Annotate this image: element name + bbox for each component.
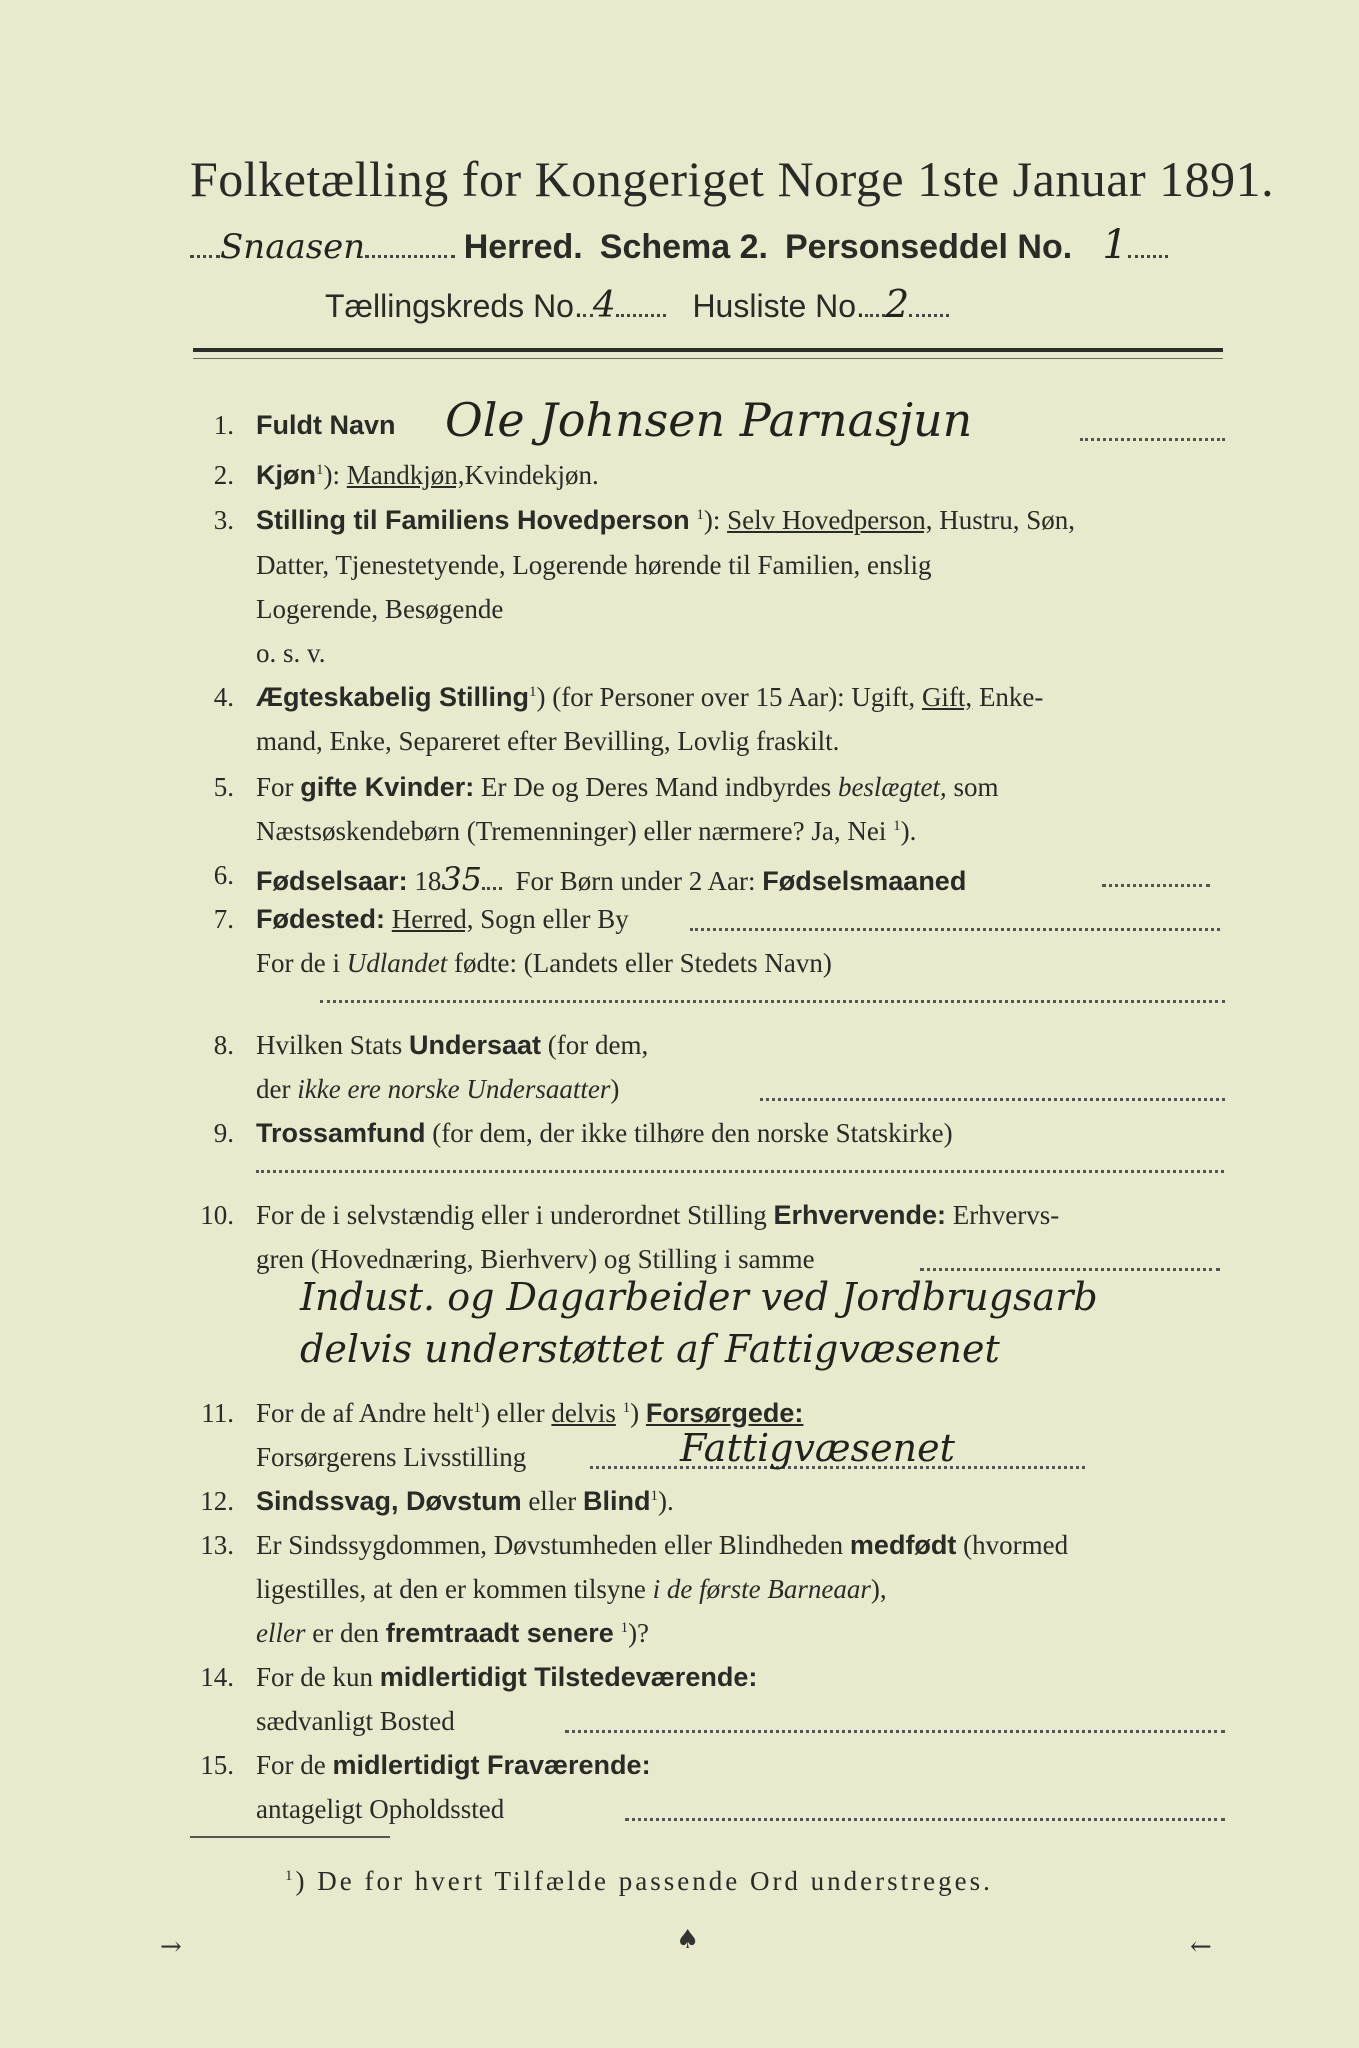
text: For de kun: [256, 1662, 373, 1692]
text: Forsørgerens Livsstilling: [256, 1442, 527, 1472]
year-prefix: 18: [414, 866, 442, 896]
field-label: midlertidigt Fraværende:: [332, 1750, 651, 1780]
punctuation: ): [630, 1398, 640, 1428]
field-5-married-women: [0, 772, 1359, 816]
options: o. s. v.: [256, 638, 326, 668]
field-7-line2: [0, 948, 1359, 992]
footnote-ref: 1: [696, 507, 704, 523]
header-rule-thin: [193, 358, 1223, 359]
footnote: [285, 1866, 993, 1897]
herred-line: [190, 222, 1168, 268]
dotted-line: [256, 1170, 1224, 1173]
decorative-mark-center: ♠: [676, 1925, 700, 1955]
field-label: Stilling til Familiens Hovedperson: [256, 505, 690, 535]
text: For: [256, 772, 294, 802]
footnote-ref: 1: [285, 1868, 296, 1884]
dotted-line: [565, 1730, 1225, 1733]
decorative-mark-left: →: [160, 1932, 182, 1962]
text: For de i selvstændig eller i underordnet Stilling: [256, 1200, 767, 1230]
field-label: fremtraadt senere: [385, 1618, 614, 1648]
field-9-religion: [0, 1118, 1359, 1162]
text: Er De og Deres Mand indbyrdes: [481, 772, 832, 802]
field-label: Erhvervende:: [773, 1200, 947, 1230]
options: Enke-: [978, 682, 1044, 712]
text: Næstsøskendebørn (Tremenninger) eller nærmere? Ja, Nei: [256, 816, 887, 846]
field-3-position: [0, 505, 1359, 549]
occupation-value-line1: Indust. og Dagarbeider ved Jordbrugsarb: [300, 1275, 1098, 1319]
dotted-line: [690, 928, 1220, 931]
text: ) eller: [480, 1398, 545, 1428]
item-number: 12.: [200, 1486, 234, 1516]
field-label: Fuldt Navn: [256, 410, 396, 440]
field-12-disability: [0, 1486, 1359, 1530]
field-13-congenital: [0, 1530, 1359, 1574]
full-name-value: Ole Johnsen Parnasjun: [445, 393, 973, 447]
field-label: Fødselsmaaned: [762, 866, 967, 896]
item-number: 9.: [213, 1118, 234, 1148]
field-3-line2: [0, 550, 1359, 594]
occupation-value-line2: delvis understøttet af Fattigvæsenet: [300, 1327, 1000, 1371]
dotted-line: [625, 1818, 1225, 1821]
text: Udlandet: [346, 948, 448, 978]
punctuation: ).: [900, 816, 917, 846]
field-label: medfødt: [849, 1530, 957, 1560]
text: (for dem, der ikke tilhøre den norske Statskirke): [432, 1118, 953, 1148]
option-selected: Mandkjøn,: [346, 460, 465, 490]
item-number: 8.: [213, 1030, 234, 1060]
text: Er Sindssygdommen, Døvstumheden eller Blindheden: [256, 1530, 844, 1560]
options: mand, Enke, Separeret efter Bevilling, Lovlig fraskilt.: [256, 726, 840, 756]
footnote-ref: 1: [622, 1400, 631, 1416]
footnote-rule: [190, 1836, 390, 1838]
option-selected: delvis: [551, 1398, 616, 1428]
text: som: [953, 772, 999, 802]
field-6-birthyear: [0, 860, 1359, 904]
option-selected: Gift,: [921, 682, 973, 712]
text: (hvormed: [963, 1530, 1069, 1560]
item-number: 10.: [200, 1200, 234, 1230]
field-3-line4: [0, 638, 1359, 682]
field-8-citizenship: [0, 1030, 1359, 1074]
field-8-line2: [0, 1074, 1359, 1118]
punctuation: ):: [703, 505, 721, 535]
dotted-line: [1080, 438, 1225, 441]
punctuation: )?: [628, 1618, 650, 1648]
footnote-ref: 1: [650, 1488, 659, 1504]
options: Sogn eller By: [480, 904, 629, 934]
footnote-ref: 1: [529, 684, 537, 700]
footnote-text: ) De for hvert Tilfælde passende Ord understreges.: [295, 1866, 993, 1896]
decorative-mark-right: ←: [1190, 1932, 1212, 1962]
text: beslægtet,: [837, 772, 947, 802]
field-label: Blind: [583, 1486, 651, 1516]
option: Kvindekjøn.: [464, 460, 599, 490]
option-selected: Selv Hovedperson,: [727, 505, 933, 535]
husliste-label: Husliste No.: [692, 288, 865, 324]
text: Hvilken Stats: [256, 1030, 403, 1060]
text: For Børn under 2 Aar:: [515, 866, 756, 896]
header-rule: [193, 348, 1223, 352]
field-label: Fødested:: [256, 904, 386, 934]
field-14-temp-present: [0, 1662, 1359, 1706]
field-4-line2: [0, 726, 1359, 770]
field-13-line2: [0, 1574, 1359, 1618]
text: ),: [870, 1574, 887, 1604]
item-number: 4.: [213, 682, 234, 712]
taellingskreds-label: Tællingskreds No.: [325, 288, 583, 324]
field-15-temp-absent: [0, 1750, 1359, 1794]
dotted-line: [920, 1268, 1220, 1271]
footnote-ref: 1: [316, 462, 324, 478]
field-10-occupation: [0, 1200, 1359, 1244]
field-3-line3: [0, 594, 1359, 638]
field-label: gifte Kvinder:: [300, 772, 475, 802]
dotted-line: [1102, 884, 1210, 887]
option-selected: Herred,: [391, 904, 474, 934]
text: ikke ere norske Undersaatter: [297, 1074, 611, 1104]
field-label: Fødselsaar:: [256, 866, 408, 896]
item-number: 1.: [213, 410, 234, 440]
text: gren (Hovednæring, Bierhverv) og Stilling i samme: [256, 1244, 815, 1274]
footnote-ref: 1: [893, 818, 901, 834]
personseddel-label: Personseddel No.: [784, 228, 1073, 266]
text: For de af Andre helt: [256, 1398, 474, 1428]
dotted-line: [760, 1098, 1225, 1101]
field-15-line2: [0, 1794, 1359, 1838]
text: For de: [256, 1750, 326, 1780]
form-title: Folketælling for Kongeriget Norge 1ste Januar 1891.: [190, 151, 1275, 207]
punctuation: :: [332, 460, 341, 490]
text: antageligt Opholdssted: [256, 1794, 505, 1824]
schema-label: Schema 2.: [599, 228, 768, 266]
footnote-ref: 1: [620, 1620, 629, 1636]
herred-value: Snaasen: [220, 227, 366, 267]
item-number: 7.: [213, 904, 234, 934]
field-label: Trossamfund: [256, 1118, 426, 1148]
text: er den: [312, 1618, 379, 1648]
field-7-birthplace: [0, 904, 1359, 948]
text: ): [610, 1074, 620, 1104]
item-number: 14.: [200, 1662, 234, 1692]
options: Datter, Tjenestetyende, Logerende hørende til Familien, enslig: [256, 550, 932, 580]
text: (for dem,: [547, 1030, 649, 1060]
item-number: 5.: [213, 772, 234, 802]
options: ) (for Personer over 15 Aar): Ugift,: [536, 682, 916, 712]
dotted-line: [320, 1000, 1225, 1003]
field-label: Undersaat: [409, 1030, 542, 1060]
item-number: 3.: [213, 505, 234, 535]
herred-label: Herred.: [463, 228, 583, 266]
supporter-value: Fattigvæsenet: [680, 1426, 955, 1470]
field-label: midlertidigt Tilstedeværende:: [379, 1662, 758, 1692]
item-number: 13.: [200, 1530, 234, 1560]
text: Erhvervs-: [952, 1200, 1060, 1230]
field-4-marital: [0, 682, 1359, 726]
punctuation: ).: [658, 1486, 674, 1516]
field-14-line2: [0, 1706, 1359, 1750]
husliste-value: 2: [884, 282, 910, 326]
text: der: [256, 1074, 291, 1104]
text: sædvanligt Bosted: [256, 1706, 455, 1736]
field-5-line2: [0, 816, 1359, 860]
field-label: Ægteskabelig Stilling: [256, 682, 530, 712]
item-number: 2.: [213, 460, 234, 490]
text: eller: [528, 1486, 577, 1516]
options: Hustru, Søn,: [939, 505, 1076, 535]
text: i de første Barneaar: [652, 1574, 871, 1604]
options: Logerende, Besøgende: [256, 594, 504, 624]
footnote-ref: 1: [473, 1400, 481, 1416]
field-label: Forsørgede:: [645, 1398, 804, 1428]
text: For de i: [256, 948, 340, 978]
text: ligestilles, at den er kommen tilsyne: [256, 1574, 646, 1604]
taellingskreds-line: [325, 282, 949, 326]
item-number: 15.: [200, 1750, 234, 1780]
field-label: Kjøn: [256, 460, 316, 490]
item-number: 11.: [201, 1398, 234, 1428]
field-2-sex: 2. Kjøn$^1$): Mandkjøn,Kvindekjøn.: [0, 460, 1359, 504]
personseddel-value: 1: [1102, 222, 1128, 268]
field-13-line3: [0, 1618, 1359, 1662]
text: eller: [256, 1618, 306, 1648]
taellingskreds-value: 4: [592, 285, 616, 326]
item-number: 6.: [213, 860, 234, 890]
birthyear-value: 35: [441, 860, 483, 898]
text: fødte: (Landets eller Stedets Navn): [454, 948, 832, 978]
field-label: Sindssvag, Døvstum: [256, 1486, 522, 1516]
